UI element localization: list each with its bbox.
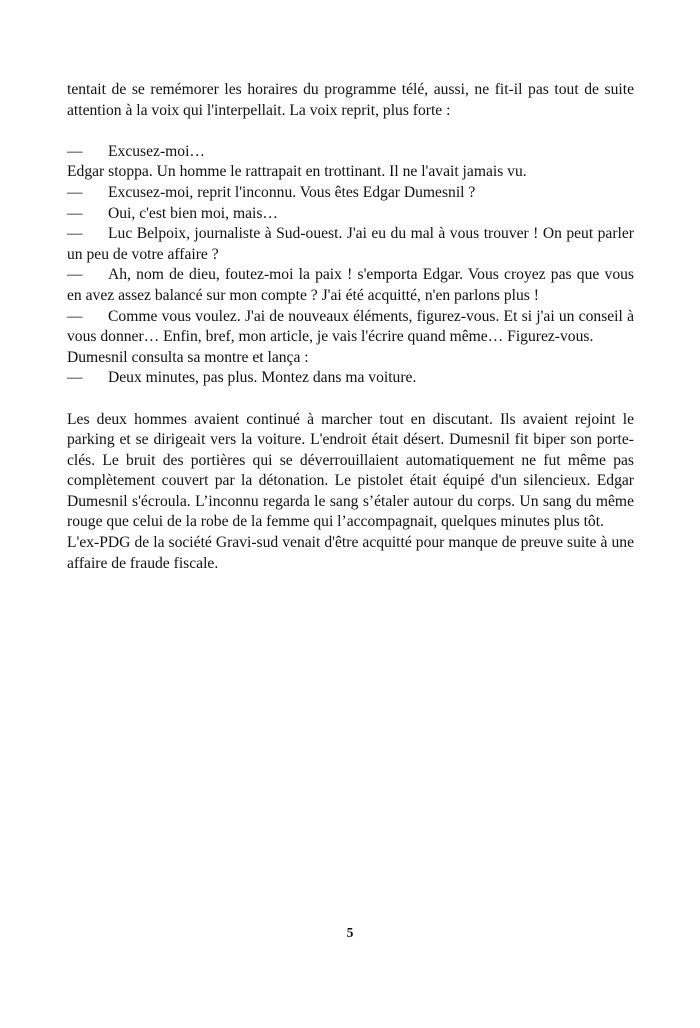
dialogue-dash: — [67,204,83,222]
dialogue-line-6: — Comme vous voulez. J'ai de nouveaux éléments, figurez-vous. Et si j'ai un conseil à vous donner… Enfin, bref, mon article, je vais l'écrire quand même… Figurez-vous. [67,307,634,346]
dialogue-dash: — [67,225,83,243]
dialogue-line-2: — Excusez-moi, reprit l'inconnu. Vous êtes Edgar Dumesnil ? [67,183,634,204]
dialogue-dash: — [67,307,83,325]
body-text [67,80,634,574]
dialogue-line-5: — Ah, nom de dieu, foutez-moi la paix ! s'emporta Edgar. Vous croyez pas que vous en avez assez balancé sur mon compte ? J'ai été acquitté, n'en parlons plus ! [67,266,634,304]
paragraph-2: Les deux hommes avaient continué à marcher tout en discutant. Ils avaient rejoint le parking et se dirigeait vers la voiture. L'endroit était désert. Dumesnil fit biper son porte-clés. Le bruit des portières qui se déverrouillaient automatiquement ne fut même pas complètement couvert par la détonation. Le pistolet était équipé d'un silencieux. Edgar Dumesnil s'écroula. L’inconnu regarda le sang s’étaler autour du corps. Un sang du même rouge que celui de la robe de la femme qui l’accompagnait, quelques minutes plus tôt. [67,410,634,531]
dialogue-line-3: — Oui, c'est bien moi, mais… [67,204,634,225]
page-number: 5 [346,925,354,940]
dialogue-dash: — [67,266,83,284]
paragraph-1: tentait de se remémorer les horaires du programme télé, aussi, ne fit-il pas tout de suite attention à la voix qui l'interpellait. La voix reprit, plus forte : [67,81,634,119]
dialogue-line-7: — Deux minutes, pas plus. Montez dans ma voiture. [67,368,634,389]
dialogue-dash: — [67,183,83,201]
dialogue-dash: — [67,369,83,387]
dialogue-dash: — [67,142,83,160]
narration-line-1: Edgar stoppa. Un homme le rattrapait en trottinant. Il ne l'avait jamais vu. [67,163,527,181]
dialogue-line-1: — Excusez-moi… [67,142,634,163]
narration-line-2: Dumesnil consulta sa montre et lança : [67,348,309,366]
blank-line [67,121,634,142]
paragraph-3: L'ex-PDG de la société Gravi-sud venait d'être acquitté pour manque de preuve suite à une affaire de fraude fiscale. [67,534,634,572]
dialogue-line-4: — Luc Belpoix, journaliste à Sud-ouest. J'ai eu du mal à vous trouver ! On peut parler un peu de votre affaire ? [67,225,634,263]
blank-line [67,389,634,410]
